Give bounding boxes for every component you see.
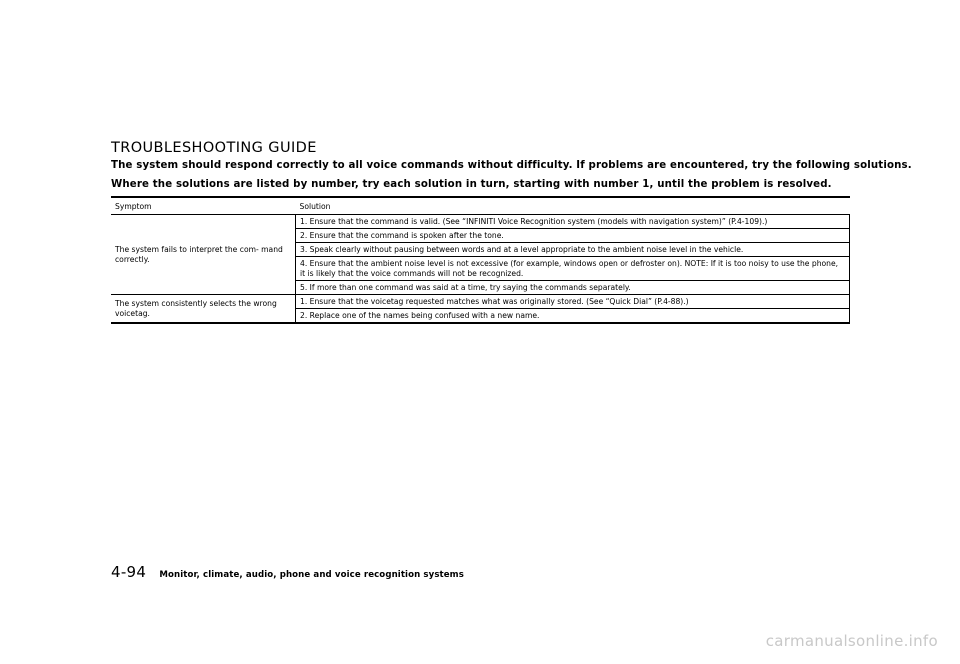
solution-cell: 2. Ensure that the command is spoken after the tone.	[296, 229, 850, 243]
symptom-cell: The system fails to interpret the com- mand correctly.	[111, 215, 296, 295]
footer-section-title: Monitor, climate, audio, phone and voice recognition systems	[159, 570, 464, 580]
solution-cell: 2. Replace one of the names being confused with a new name.	[296, 309, 850, 324]
solution-cell: 4. Ensure that the ambient noise level is not excessive (for example, windows open or defroster on). NOTE: If it is too noisy to use the phone, it is likely that the voice commands will not be recognized.	[296, 257, 850, 281]
symptom-column-header: Symptom	[111, 197, 296, 215]
page-number: 4-94	[111, 563, 147, 581]
page-footer	[111, 562, 464, 581]
symptom-cell: The system consistently selects the wrong voicetag.	[111, 295, 296, 324]
table-row	[111, 215, 850, 229]
troubleshooting-table	[111, 196, 850, 324]
section-heading: TROUBLESHOOTING GUIDE	[111, 140, 317, 156]
site-watermark: carmanualsonline.info	[765, 632, 938, 650]
solution-cell: 1. Ensure that the voicetag requested matches what was originally stored. (See “Quick Dial” (P.4-88).)	[296, 295, 850, 309]
table-row	[111, 295, 850, 309]
table-header-row	[111, 197, 850, 215]
intro-paragraph-2: Where the solutions are listed by number, try each solution in turn, starting with number 1, until the problem is resolved.	[111, 179, 832, 190]
solution-cell: 1. Ensure that the command is valid. (See “INFINITI Voice Recognition system (models with navigation system)” (P.4-109).)	[296, 215, 850, 229]
solution-cell: 5. If more than one command was said at a time, try saying the commands separately.	[296, 281, 850, 295]
solution-column-header: Solution	[296, 197, 850, 215]
solution-cell: 3. Speak clearly without pausing between words and at a level appropriate to the ambient noise level in the vehicle.	[296, 243, 850, 257]
intro-paragraph-1: The system should respond correctly to all voice commands without difficulty. If problems are encountered, try the following solutions.	[111, 160, 912, 171]
